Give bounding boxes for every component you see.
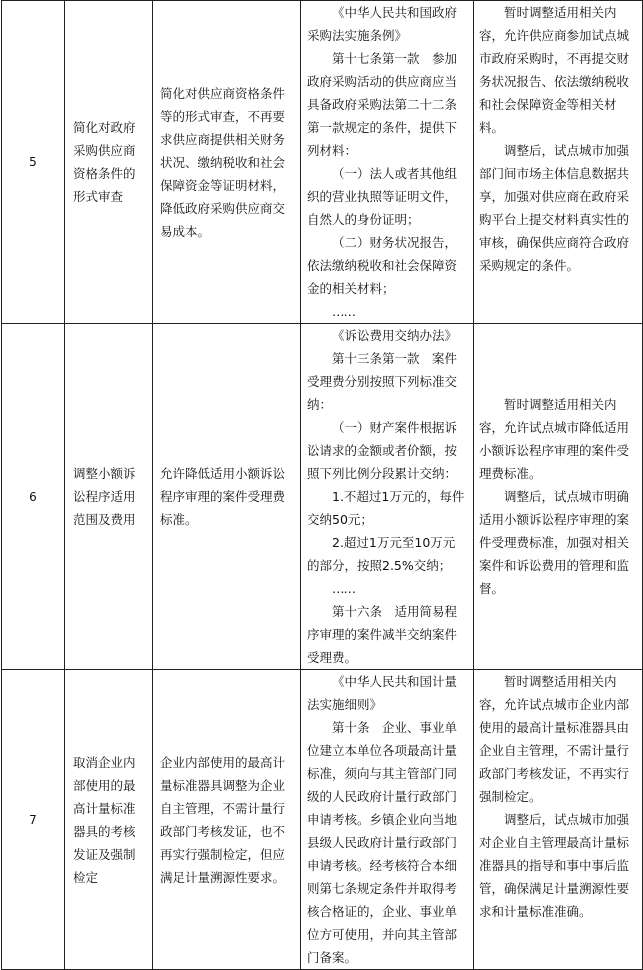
reform-item: 调整小额诉讼程序适用范围及费用 (65, 324, 153, 670)
table-row (2, 324, 643, 670)
adjustment-paragraph: 调整后，试点城市加强对企业自主管理最高计量标准器具的指导和事中事后监管，确保满足计量溯源性要求和计量标准准确。 (479, 812, 630, 919)
law-paragraph: 第十三条第一款 案件受理费分别按照下列标准交纳： (307, 351, 458, 412)
adjustment-paragraph: 暂时调整适用相关内容，允许试点城市降低适用小额诉讼程序审理的案件受理费标准。 (479, 397, 630, 481)
ellipsis: …… (332, 581, 355, 596)
law-title: 《中华人民共和国计量法实施细则》 (307, 674, 458, 712)
law-provisions (301, 1, 474, 324)
reform-item: 简化对政府采购供应商资格条件的形式审查 (65, 1, 153, 324)
adjustment (474, 324, 643, 670)
reform-content: 简化对供应商资格条件等的形式审查，不再要求供应商提供相关财务状况、缴纳税收和社会保障资金等证明材料，降低政府采购供应商交易成本。 (153, 1, 301, 324)
reform-table (1, 0, 643, 970)
law-provisions (301, 670, 474, 970)
law-title: 《诉讼费用交纳办法》 (332, 328, 458, 343)
law-paragraph: （二）财务状况报告，依法缴纳税收和社会保障资金的相关材料； (307, 235, 458, 296)
ellipsis: …… (332, 304, 355, 319)
adjustment-paragraph: 调整后，试点城市明确适用小额诉讼程序审理的案件受理费标准，加强对相关案件和诉讼费用的管理和监督。 (479, 489, 630, 596)
law-provisions (301, 324, 474, 670)
adjustment-paragraph: 暂时调整适用相关内容，允许供应商参加试点城市政府采购时，不再提交财务状况报告、依法缴纳税收和社会保障资金等相关材料。 (479, 5, 630, 135)
table-row (2, 1, 643, 324)
adjustment (474, 670, 643, 970)
row-number: 7 (2, 670, 65, 970)
adjustment-paragraph: 调整后，试点城市加强部门间市场主体信息数据共享，加强对供应商在政府采购平台上提交材料真实性的审核，确保供应商符合政府采购规定的条件。 (479, 143, 630, 273)
law-paragraph: 1.不超过1万元的，每件交纳50元； (307, 489, 465, 527)
adjustment (474, 1, 643, 324)
law-paragraph: 第十七条第一款 参加政府采购活动的供应商应当具备政府采购法第二十二条第一款规定的条件，提供下列材料： (307, 51, 458, 158)
adjustment-paragraph: 暂时调整适用相关内容，允许试点城市企业内部使用的最高计量标准器具由企业自主管理，不需计量行政部门考核发证，不再实行强制检定。 (479, 674, 630, 804)
row-number: 6 (2, 324, 65, 670)
law-title: 《中华人民共和国政府采购法实施条例》 (307, 5, 458, 43)
law-paragraph: 第十条 企业、事业单位建立本单位各项最高计量标准，须向与其主管部门同级的人民政府计量行政部门申请考核。乡镇企业向当地县级人民政府计量行政部门申请考核。经考核符合本细则第七条规定条件并取得考核合格证的，企业、事业单位方可使用，并向其主管部门备案。 (307, 720, 458, 965)
law-paragraph: （一）财产案件根据诉讼请求的金额或者价额，按照下列比例分段累计交纳： (307, 420, 458, 481)
law-paragraph: （一）法人或者其他组织的营业执照等证明文件，自然人的身份证明； (307, 166, 458, 227)
reform-content: 允许降低适用小额诉讼程序审理的案件受理费标准。 (153, 324, 301, 670)
table-row (2, 670, 643, 970)
reform-content: 企业内部使用的最高计量标准器具调整为企业自主管理，不需计量行政部门考核发证，也不再实行强制检定，但应满足计量溯源性要求。 (153, 670, 301, 970)
reform-item: 取消企业内部使用的最高计量标准器具的考核发证及强制检定 (65, 670, 153, 970)
law-paragraph: 第十六条 适用简易程序审理的案件减半交纳案件受理费。 (307, 604, 458, 665)
law-paragraph: 2.超过1万元至10万元的部分，按照2.5%交纳； (307, 535, 456, 573)
row-number: 5 (2, 1, 65, 324)
